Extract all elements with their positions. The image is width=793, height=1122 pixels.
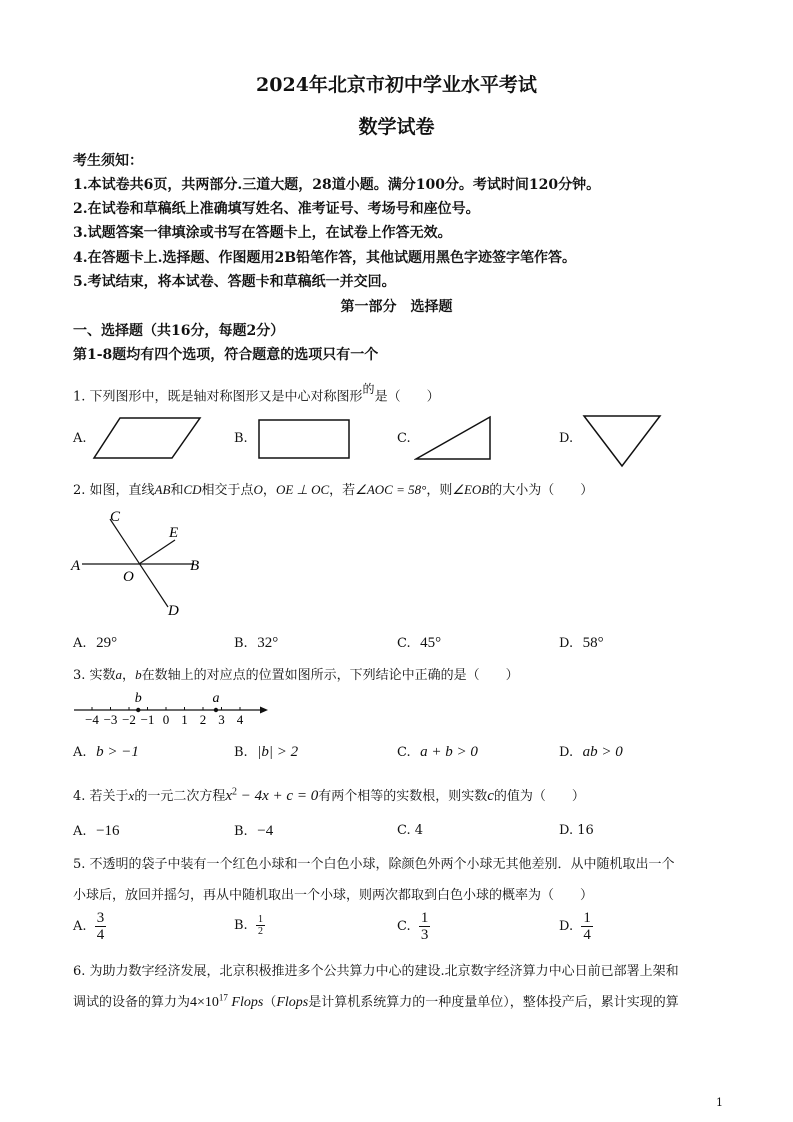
right-triangle-shape <box>416 417 490 459</box>
q5-stem-line-2: 小球后，放回并摇匀，再从中随机取出一个小球，则两次都取到白色小球的概率为（ ） <box>73 888 594 903</box>
q2-option-b[interactable]: B. 32° <box>234 635 279 651</box>
notice-item-5: 5.考试结束，将本试卷、答题卡和草稿纸一并交回。 <box>73 274 396 290</box>
q3-number-line-figure <box>70 688 270 728</box>
q5-option-b[interactable]: B. $\frac{1}{2}$ <box>234 914 263 937</box>
q6-stem-line-2: 调试的设备的算力为$4\times 10^{17}$ Flops（Flops是计算机系统算力的一种度量单位），整体投产后，累计实现的算 <box>73 992 679 1010</box>
q2-option-a[interactable]: A. 29° <box>73 635 118 651</box>
q2-option-d[interactable]: D. 58° <box>559 635 604 651</box>
exam-title: 2024年北京市初中学业水平考试 <box>256 74 537 96</box>
q2-stem: 2. 如图，直线AB和CD相交于点O，OE ⊥ OC，若∠AOC = 58°，则∠EOB的大小为（ ） <box>73 482 594 498</box>
number-line-tick-label: −2 <box>122 712 136 727</box>
point-b-label: b <box>134 691 142 706</box>
q1-inverted-triangle-figure <box>582 414 662 468</box>
q5-option-a[interactable]: A. $\frac{3}{4}$ <box>73 910 105 943</box>
q5-option-d[interactable]: D. $\frac{1}{4}$ <box>559 910 591 943</box>
q4-option-a[interactable]: A. −16 <box>73 823 120 839</box>
q1-stem: 1. 下列图形中，既是轴对称图形又是中心对称图形$^的$是（ ） <box>73 382 440 405</box>
q1-right-triangle-figure <box>414 415 494 461</box>
q1-parallelogram-figure <box>92 416 202 460</box>
number-line-tick-label: −4 <box>85 712 99 727</box>
number-line-tick-label: 1 <box>181 712 188 727</box>
number-line-tick-label: −3 <box>103 712 118 727</box>
fraction: $\frac{1}{2}$ <box>257 914 263 937</box>
parallelogram-shape <box>94 418 200 458</box>
fig-label-c: C <box>110 509 121 525</box>
q3-option-b[interactable]: B. |b| > 2 <box>234 744 299 760</box>
point-a-dot <box>214 708 218 712</box>
q3-option-c[interactable]: C. a + b > 0 <box>397 744 478 760</box>
number-line-tick-label: 2 <box>199 712 207 727</box>
notice-item-3: 3.试题答案一律填涂或书写在答题卡上，在试卷上作答无效。 <box>73 225 452 241</box>
fraction: $\frac{1}{3}$ <box>420 910 429 943</box>
part1-title: 第一部分 选择题 <box>340 299 453 315</box>
q2-option-c[interactable]: C. 45° <box>397 635 442 651</box>
fraction: $\frac{3}{4}$ <box>96 910 105 943</box>
number-line-tick-label: −1 <box>140 712 155 727</box>
fig-label-b: B <box>190 558 200 574</box>
inverted-triangle-shape <box>584 416 660 466</box>
q5-option-c[interactable]: C. $\frac{1}{3}$ <box>397 910 429 943</box>
q3-option-d[interactable]: D. ab > 0 <box>559 744 623 760</box>
fig-label-a: A <box>71 558 81 574</box>
q3-option-a[interactable]: A. b > −1 <box>73 744 139 760</box>
notice-item-2: 2.在试卷和草稿纸上准确填写姓名、准考证号、考场号和座位号。 <box>73 201 480 217</box>
q2-intersecting-lines-figure <box>68 505 213 620</box>
q4-stem: 4. 若关于x的一元二次方程$x^2 - 4x + c = 0$有两个相等的实数根，则实数c的值为（ ） <box>73 786 585 804</box>
fig-label-d: D <box>168 603 179 619</box>
q1-option-c-label[interactable]: C. <box>397 431 411 446</box>
point-b-dot <box>136 708 140 712</box>
notice-item-1: 1.本试卷共6页，共两部分.三道大题，28道小题。满分100分。考试时间120分钟。 <box>73 177 601 193</box>
q4-option-c[interactable]: C. 4 <box>397 823 424 838</box>
number-line-tick-label: 4 <box>236 712 244 727</box>
section-instruction: 第1-8题均有四个选项，符合题意的选项只有一个 <box>73 347 379 363</box>
q1-rectangle-figure <box>257 418 353 460</box>
q1-option-a-label[interactable]: A. <box>73 431 87 446</box>
q1-option-d-label[interactable]: D. <box>559 431 574 446</box>
notice-item-4: 4.在答题卡上.选择题、作图题用2B铅笔作答，其他试题用黑色字迹签字笔作答。 <box>73 250 577 266</box>
q5-stem-line-1: 5. 不透明的袋子中装有一个红色小球和一个白色小球，除颜色外两个小球无其他差别．从中随机取出一个 <box>73 857 675 872</box>
number-line-tick-label: 0 <box>162 712 170 727</box>
q6-stem-line-1: 6. 为助力数字经济发展，北京积极推进多个公共算力中心的建设.北京数字经济算力中心日前已部署上架和 <box>73 964 679 979</box>
rectangle-shape <box>259 420 349 458</box>
point-a-label: a <box>212 691 220 706</box>
line-cd <box>110 519 168 607</box>
q4-option-b[interactable]: B. −4 <box>234 823 274 839</box>
q3-stem: 3. 实数a，b在数轴上的对应点的位置如图所示，下列结论中正确的是（ ） <box>73 667 519 683</box>
notice-heading: 考生须知： <box>73 153 143 169</box>
q4-option-d[interactable]: D. 16 <box>559 823 594 838</box>
q1-option-b-label[interactable]: B. <box>234 431 248 446</box>
exam-subtitle: 数学试卷 <box>358 116 435 138</box>
fraction: $\frac{1}{4}$ <box>583 910 591 943</box>
fig-label-o: O <box>123 569 134 585</box>
fig-label-e: E <box>169 525 179 541</box>
section-title: 一、选择题（共16分，每题2分） <box>73 323 285 339</box>
number-line-tick-label: 3 <box>218 712 225 727</box>
ray-oe <box>139 540 175 564</box>
number-line-arrow <box>260 707 268 714</box>
page-number: 1 <box>716 1096 723 1109</box>
